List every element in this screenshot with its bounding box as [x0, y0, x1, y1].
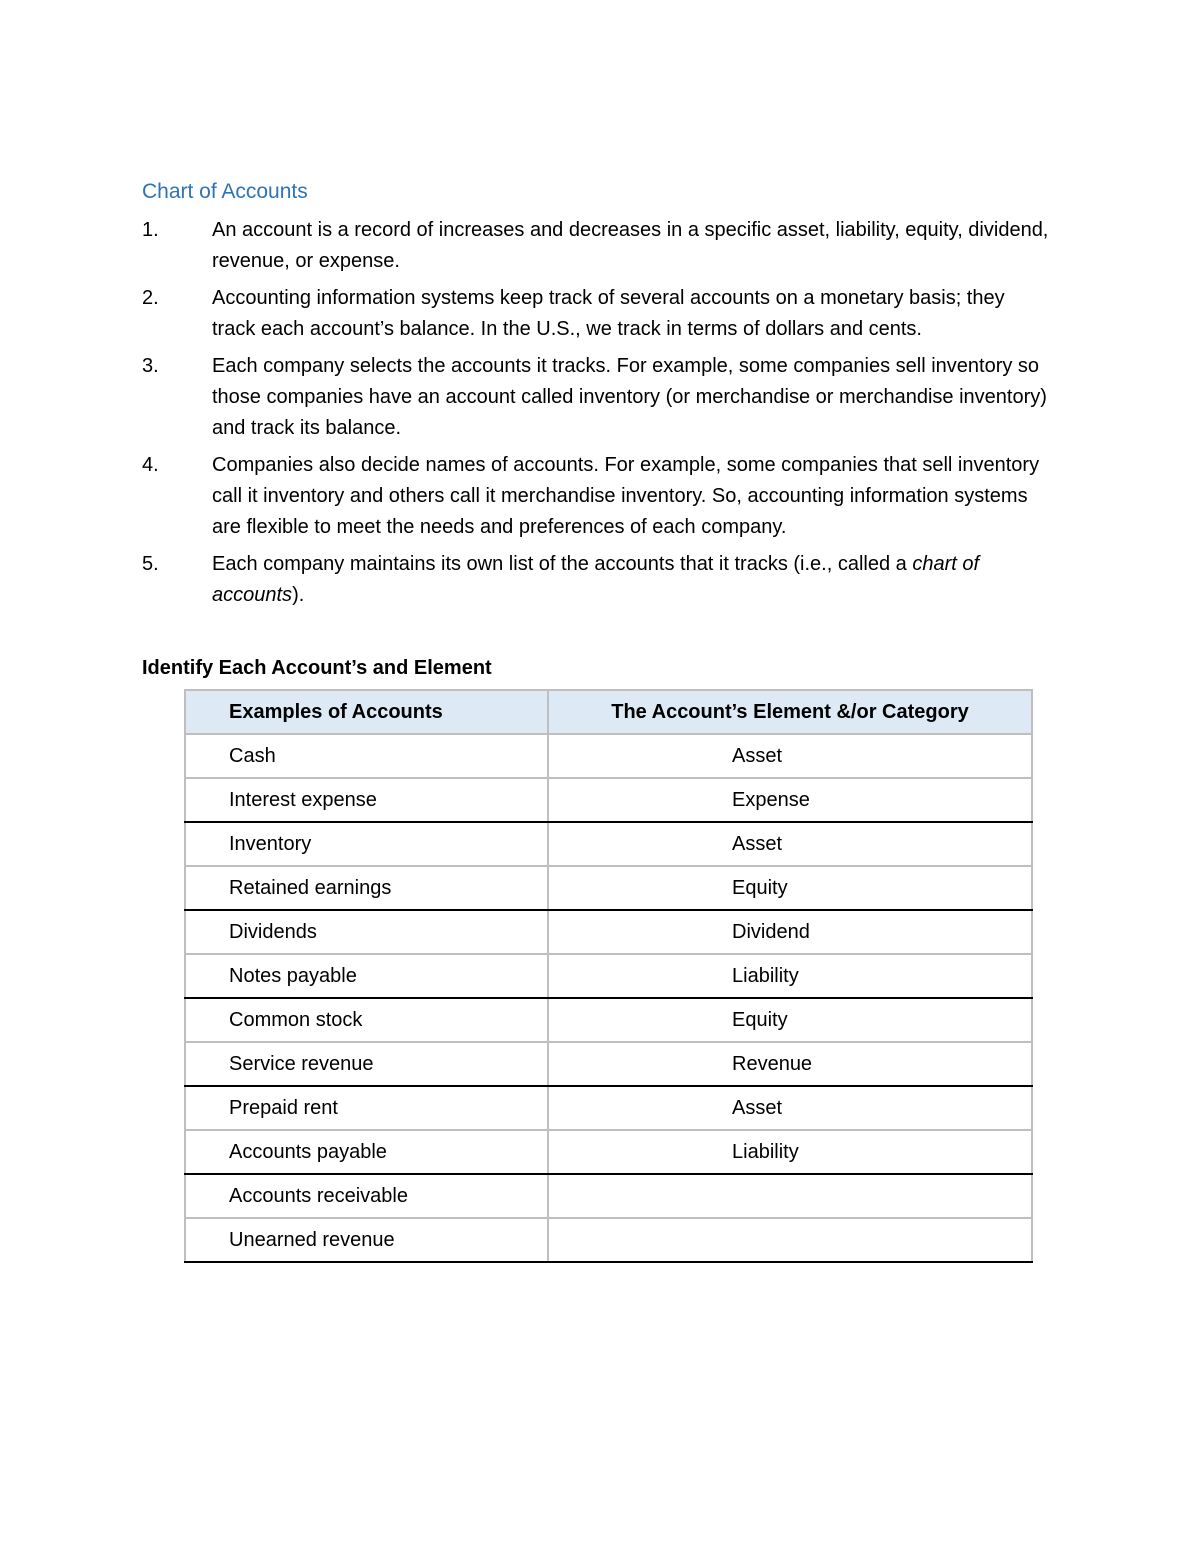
element-cell[interactable]: [548, 1218, 1032, 1262]
element-cell: Dividend: [548, 910, 1032, 954]
element-cell: Equity: [548, 866, 1032, 910]
column-header-accounts: Examples of Accounts: [185, 690, 548, 734]
account-cell: Retained earnings: [185, 866, 548, 910]
table-row: [185, 998, 1032, 1042]
table-row: [185, 1042, 1032, 1086]
list-item: [142, 549, 1052, 611]
account-cell: Accounts receivable: [185, 1174, 548, 1218]
account-cell: Common stock: [185, 998, 548, 1042]
table-row: [185, 910, 1032, 954]
list-item-text: Accounting information systems keep track of several accounts on a monetary basis; they track each account’s balance. In the U.S., we track in terms of dollars and cents.: [212, 287, 1005, 340]
table-row: [185, 1218, 1032, 1262]
table-row: [185, 866, 1032, 910]
account-cell: Dividends: [185, 910, 548, 954]
account-cell: Unearned revenue: [185, 1218, 548, 1262]
account-cell: Cash: [185, 734, 548, 778]
list-item-text: Companies also decide names of accounts. For example, some companies that sell inventory call it inventory and others call it merchandise inventory. So, accounting information systems are flexible to meet the needs and preferences of each company.: [212, 454, 1040, 538]
table-header-row: [185, 690, 1032, 734]
table-row: [185, 734, 1032, 778]
element-cell: Equity: [548, 998, 1032, 1042]
table-row: [185, 1130, 1032, 1174]
section-title: Chart of Accounts: [142, 180, 308, 203]
table-row: [185, 822, 1032, 866]
element-cell: Liability: [548, 1130, 1032, 1174]
table-row: [185, 1086, 1032, 1130]
list-item-text: [212, 553, 979, 606]
table-row: [185, 778, 1032, 822]
list-item-number: 4.: [142, 454, 159, 476]
list-item-number: 5.: [142, 553, 159, 575]
account-cell: Inventory: [185, 822, 548, 866]
list-item-text-after: ).: [292, 584, 305, 606]
table-row: [185, 954, 1032, 998]
element-cell: Asset: [548, 1086, 1032, 1130]
table-heading: Identify Each Account’s and Element: [142, 657, 492, 679]
element-cell: Expense: [548, 778, 1032, 822]
element-cell: Asset: [548, 822, 1032, 866]
account-cell: Prepaid rent: [185, 1086, 548, 1130]
list-item: [142, 283, 1052, 345]
element-cell[interactable]: [548, 1174, 1032, 1218]
element-cell: Liability: [548, 954, 1032, 998]
list-item-text-italic: chart of accounts: [212, 553, 980, 606]
list-item: [142, 351, 1052, 444]
list-item-number: 1.: [142, 219, 159, 241]
list-item: [142, 450, 1052, 543]
list-item-text-before: Each company maintains its own list of the accounts that it tracks (i.e., called a: [212, 553, 913, 575]
list-item-number: 3.: [142, 355, 159, 377]
list-item-text: An account is a record of increases and decreases in a specific asset, liability, equity, dividend, revenue, or expense.: [212, 219, 1049, 272]
accounts-table: [184, 689, 1033, 1263]
element-cell: Revenue: [548, 1042, 1032, 1086]
column-header-element: The Account’s Element &/or Category: [548, 690, 1032, 734]
list-item-number: 2.: [142, 287, 159, 309]
element-cell: Asset: [548, 734, 1032, 778]
list-item: [142, 215, 1052, 277]
account-cell: Accounts payable: [185, 1130, 548, 1174]
account-cell: Service revenue: [185, 1042, 548, 1086]
table-row: [185, 1174, 1032, 1218]
account-cell: Interest expense: [185, 778, 548, 822]
numbered-list: [142, 215, 1052, 617]
list-item-text: Each company selects the accounts it tracks. For example, some companies sell inventory so those companies have an account called inventory (or merchandise or merchandise inventory) and track its balance.: [212, 355, 1047, 439]
account-cell: Notes payable: [185, 954, 548, 998]
